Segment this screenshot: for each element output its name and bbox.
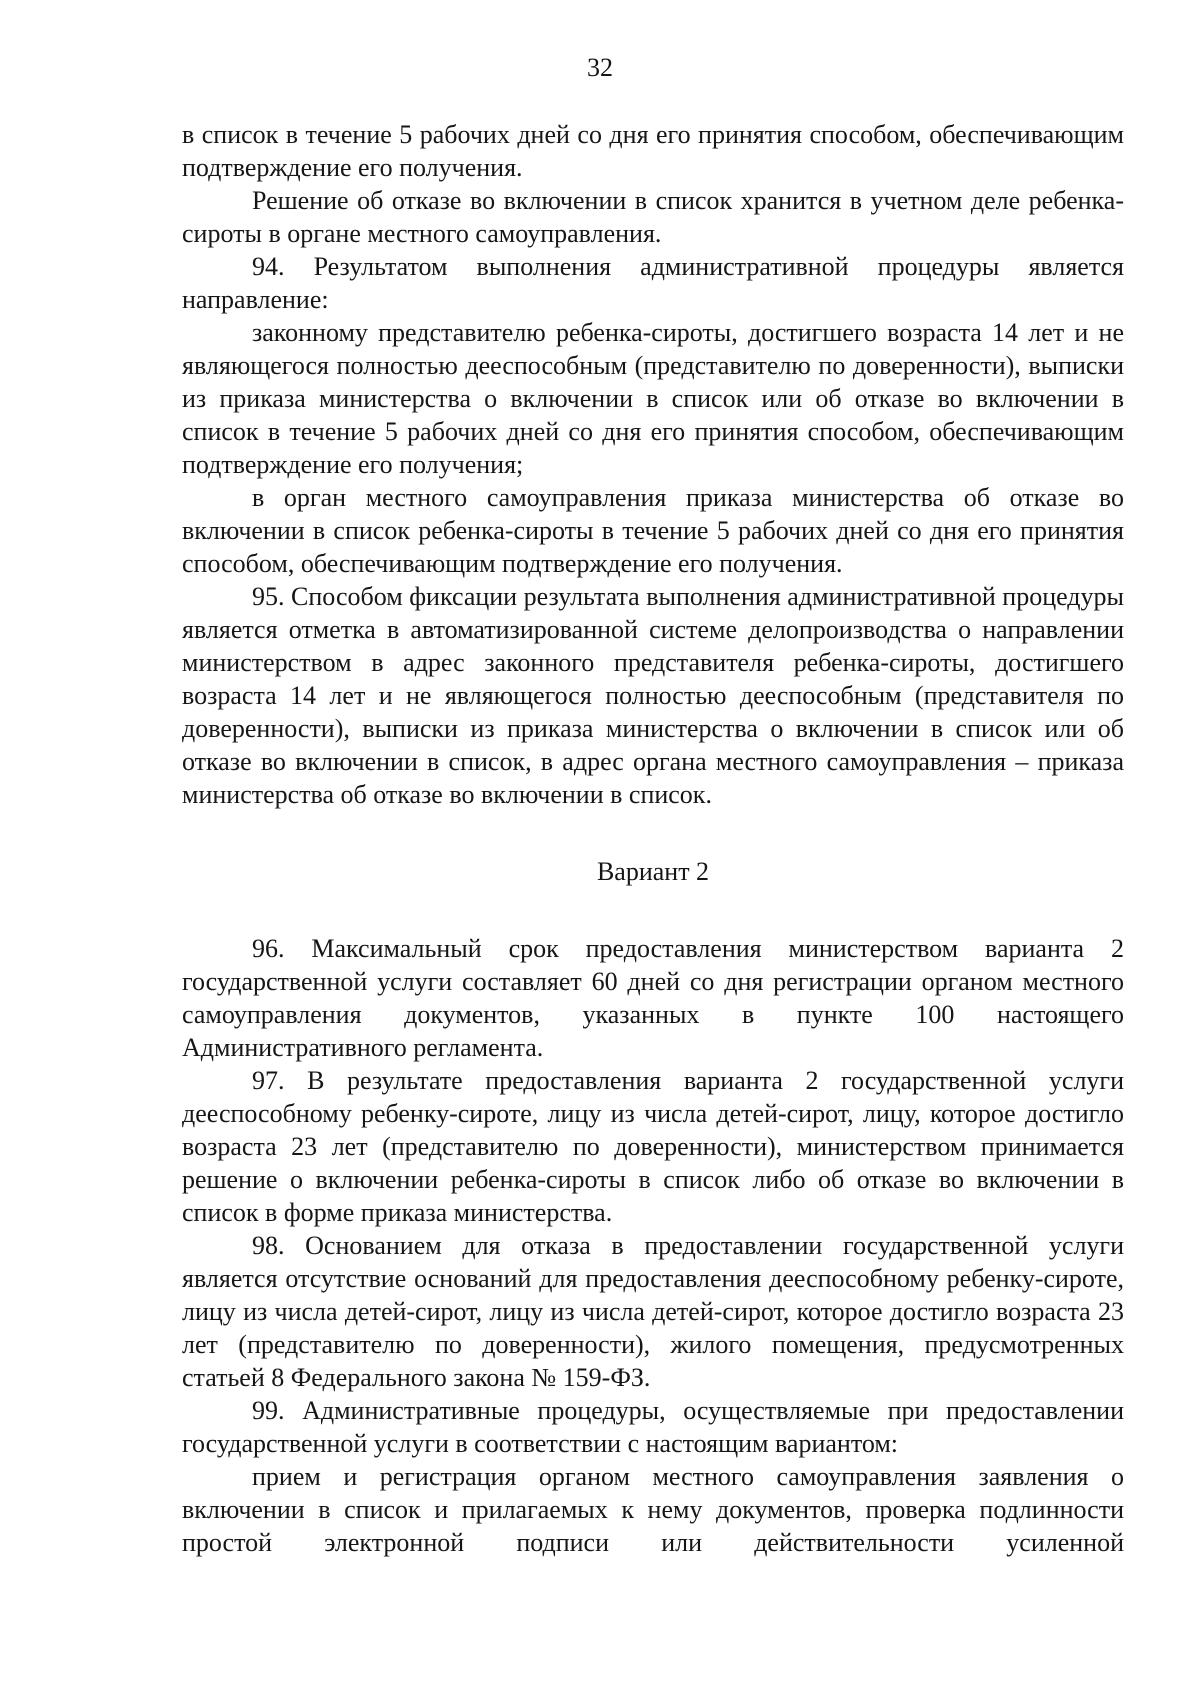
paragraph-94-item-2: в орган местного самоуправления приказа министерства об отказе во включении в список ребенка-сироты в течение 5 рабочих дней со дня его принятия способом, обеспечивающим подтверждение его получения.	[182, 483, 1124, 578]
document-body	[182, 118, 1124, 1559]
paragraph-98: 98. Основанием для отказа в предоставлении государственной услуги является отсутствие оснований для предоставления дееспособному ребенку-сироте, лицу из числа детей-сирот, лицу из числа детей-сирот, которое достигло возраста 23 лет (представителю по доверенности), жилого помещения, предусмотренных статьей 8 Федерального закона № 159-ФЗ.	[182, 1231, 1124, 1392]
paragraph-95: 95. Способом фиксации результата выполнения административной процедуры является отметка в автоматизированной системе делопроизводства о направлении министерством в адрес законного представителя ребенка-сироты, достигшего возраста 14 лет и не являющегося полностью дееспособным (представителя по доверенности), выписки из приказа министерства о включении в список или об отказе во включении в список, в адрес органа местного самоуправления – приказа министерства об отказе во включении в список.	[182, 582, 1124, 809]
paragraph-99: 99. Административные процедуры, осуществляемые при предоставлении государственной услуги в соответствии с настоящим вариантом:	[182, 1396, 1124, 1458]
paragraph-refusal-storage: Решение об отказе во включении в список хранится в учетном деле ребенка-сироты в органе местного самоуправления.	[182, 186, 1124, 248]
paragraph-99-item-1: прием и регистрация органом местного самоуправления заявления о включении в список и прилагаемых к нему документов, проверка подлинности простой электронной подписи или действительности усиленной	[182, 1462, 1124, 1557]
page-number: 32	[587, 53, 613, 82]
section-heading: Вариант 2	[596, 857, 710, 886]
paragraph-97: 97. В результате предоставления варианта 2 государственной услуги дееспособному ребенку-сироте, лицу из числа детей-сирот, лицу, которое достигло возраста 23 лет (представителю по доверенности), министерством принимается решение о включении ребенка-сироты в список либо об отказе во включении в список в форме приказа министерства.	[182, 1066, 1124, 1227]
paragraph-96: 96. Максимальный срок предоставления министерством варианта 2 государственной услуги составляет 60 дней со дня регистрации органом местного самоуправления документов, указанных в пункте 100 настоящего Административного регламента.	[182, 934, 1124, 1062]
paragraph-continuation: в список в течение 5 рабочих дней со дня его принятия способом, обеспечивающим подтверждение его получения.	[182, 120, 1124, 182]
paragraph-94-item-1: законному представителю ребенка-сироты, достигшего возраста 14 лет и не являющегося полностью дееспособным (представителю по доверенности), выписки из приказа министерства о включении в список или об отказе во включении в список в течение 5 рабочих дней со дня его принятия способом, обеспечивающим подтверждение его получения;	[182, 318, 1124, 479]
paragraph-94: 94. Результатом выполнения административной процедуры является направление:	[182, 252, 1124, 314]
